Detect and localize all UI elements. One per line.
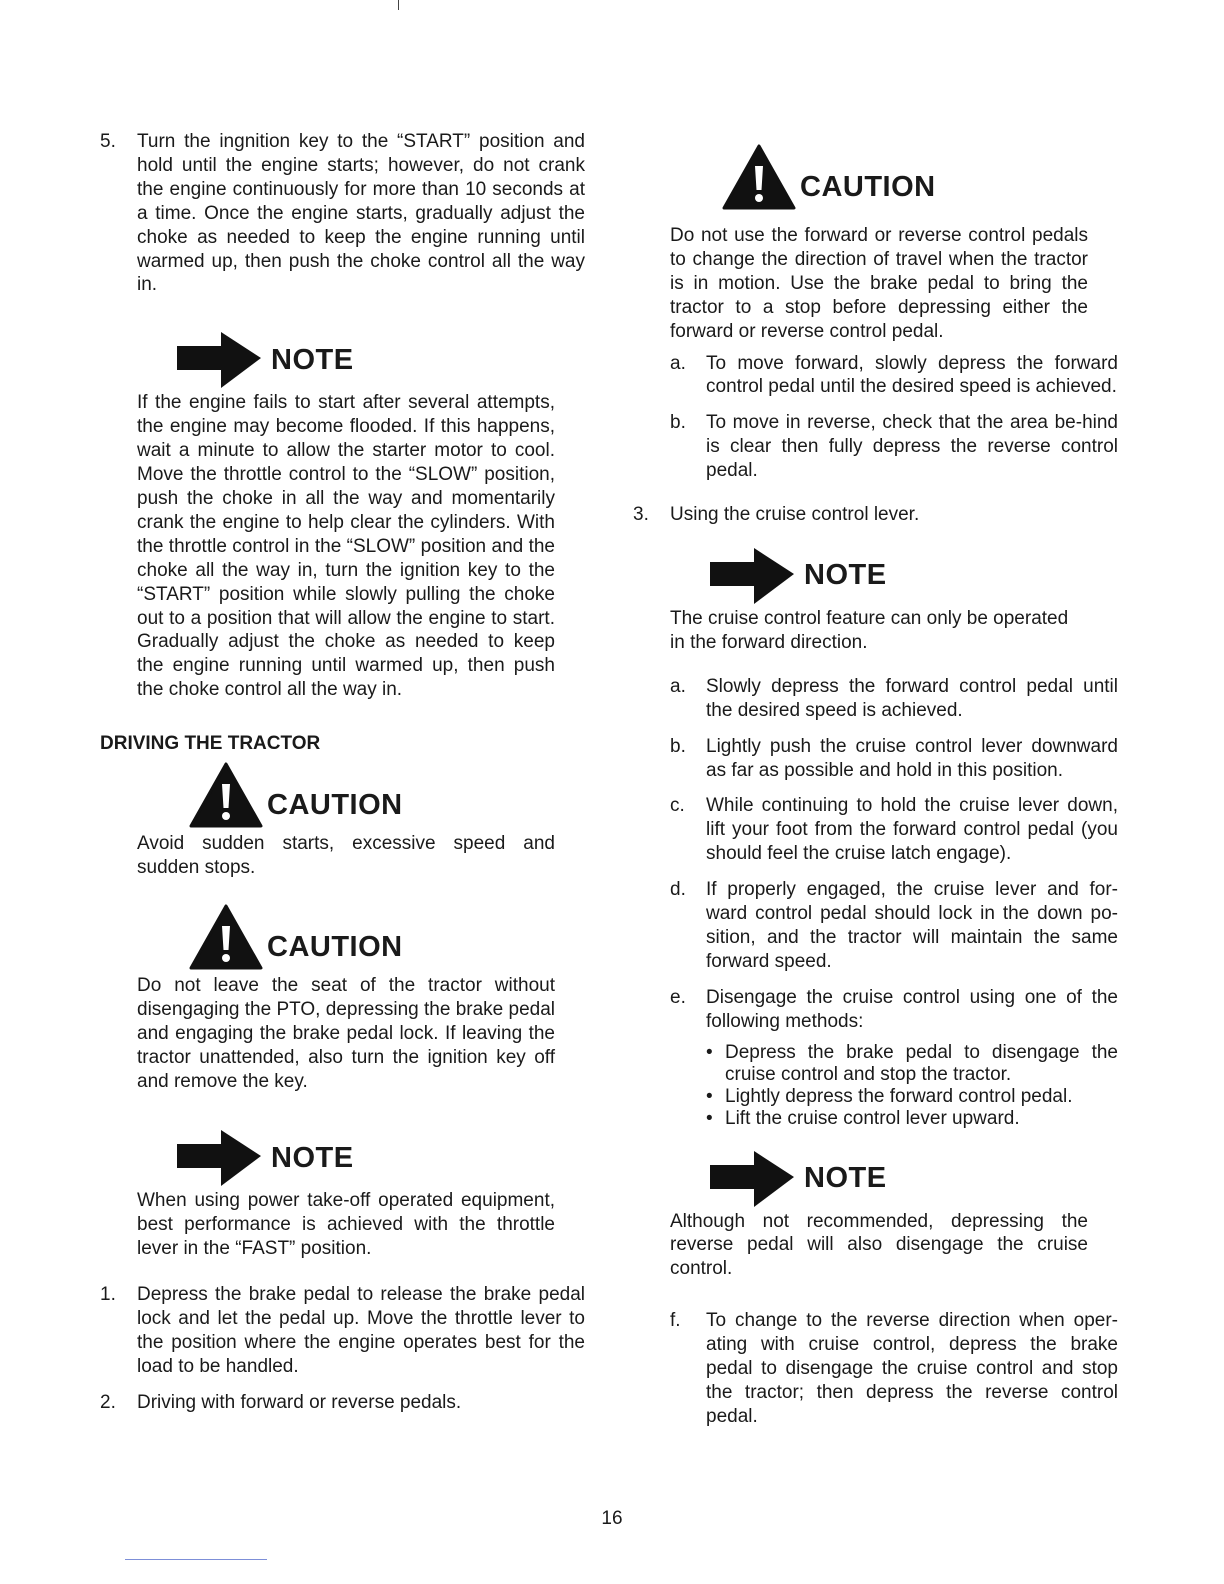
note-label: NOTE	[804, 1162, 887, 1195]
list-text: Lightly push the cruise control lever downward as far as possible and hold in this position.	[706, 735, 1118, 781]
list-item	[670, 986, 1118, 1034]
note-label: NOTE	[804, 559, 887, 592]
bullet-item	[706, 1086, 1118, 1108]
left-column	[100, 130, 585, 1415]
note-arrow-icon	[710, 1151, 794, 1207]
list-marker: b.	[670, 412, 686, 434]
note-header	[177, 331, 585, 389]
list-marker: a.	[670, 352, 686, 374]
scan-mark	[398, 0, 399, 10]
bullet-list	[633, 1042, 1118, 1130]
list-text: To move forward, slowly depress the forward control pedal until the desired speed is achieved.	[706, 352, 1118, 398]
note-block	[670, 547, 1118, 655]
note-text: Although not recommended, depressing the reverse pedal will also disengage the cruise control.	[670, 1210, 1088, 1280]
list-item	[670, 794, 1118, 866]
list-text: Slowly depress the forward control pedal until the desired speed is achieved.	[706, 675, 1118, 721]
cruise-steps-list	[633, 675, 1118, 1034]
note-arrow-icon	[177, 332, 261, 388]
list-item	[670, 411, 1118, 483]
note-label: NOTE	[271, 343, 354, 376]
note-text: When using power take-off operated equipment, best performance is achieved with the throttle lever in the “FAST” position.	[137, 1190, 555, 1260]
note-text: The cruise control feature can only be operated in the forward direction.	[670, 607, 1069, 653]
pedal-steps-list	[633, 352, 1118, 484]
bullet-item	[706, 1108, 1118, 1130]
list-item	[670, 1309, 1118, 1429]
note-header	[710, 547, 1118, 605]
list-text: While continuing to hold the cruise lever down, lift your foot from the forward control pedal (you should feel the cruise latch engage).	[706, 795, 1118, 865]
step-marker: 2.	[100, 1391, 116, 1413]
list-marker: b.	[670, 735, 686, 757]
section-heading: DRIVING THE TRACTOR	[100, 733, 321, 755]
caution-text: Avoid sudden starts, excessive speed and sudden stops.	[137, 833, 555, 879]
step-text: Driving with forward or reverse pedals.	[137, 1391, 462, 1413]
step-text: Turn the ingnition key to the “START” position and hold until the engine starts; however, do not crank the engine continuously for more than 10 seconds at a time. Once the engine starts, gradually adjust the choke as needed to keep the engine running until warmed up, then push the choke control all the way in.	[137, 131, 585, 296]
step-marker: 1.	[100, 1284, 116, 1306]
bullet-text: Lightly depress the forward control pedal.	[725, 1085, 1073, 1107]
bottom-rule	[125, 1559, 267, 1560]
list-text: To change to the reverse direction when oper-ating with cruise control, depress the brake pedal to disengage the cruise control and stop the tractor; then depress the reverse control pedal.	[706, 1310, 1118, 1427]
list-marker: c.	[670, 795, 685, 817]
step-marker: 3.	[633, 504, 649, 526]
caution-block	[137, 906, 585, 1094]
caution-header	[722, 146, 1118, 210]
caution-text: Do not leave the seat of the tractor without disengaging the PTO, depressing the brake pedal and engaging the brake pedal lock. If leaving the tractor unattended, also turn the ignition key off and remove the key.	[137, 974, 555, 1092]
caution-label: CAUTION	[267, 789, 403, 822]
note-text: If the engine fails to start after several attempts, the engine may become flooded. If this happens, wait a minute to allow the starter motor to cool. Move the throttle control to the “SLOW” position, push the choke in all the way and momentarily crank the engine to help clear the cylinders. With the throttle control in the “SLOW” position and the choke all the way in, turn the ignition key to the “START” position while slowly pulling the choke out to a position that will allow the engine to start. Gradually adjust the choke as needed to keep the engine running until warmed up, then push the choke control all the way in.	[137, 392, 555, 701]
page-number: 16	[601, 1508, 623, 1529]
bullet-item	[706, 1042, 1118, 1086]
bullet-text: Depress the brake pedal to disengage the cruise control and stop the tractor.	[725, 1041, 1118, 1085]
warning-triangle-icon	[722, 144, 796, 210]
caution-header	[189, 764, 585, 828]
list-item	[670, 352, 1118, 400]
bullet-text: Lift the cruise control lever upward.	[725, 1107, 1020, 1129]
step-5	[100, 130, 585, 297]
step-3	[633, 503, 1118, 527]
step-text: Using the cruise control lever.	[670, 504, 920, 526]
list-item	[670, 878, 1118, 974]
right-column	[633, 130, 1118, 1429]
caution-block	[670, 146, 1118, 344]
note-label: NOTE	[271, 1141, 354, 1174]
step-marker: 5.	[100, 131, 116, 152]
caution-text: Do not use the forward or reverse control pedals to change the direction of travel when the tractor is in motion. Use the brake pedal to bring the tractor to a stop before depressing either the forward or reverse control pedal.	[670, 225, 1088, 342]
list-marker: d.	[670, 879, 686, 901]
note-header	[710, 1150, 1118, 1208]
note-block	[670, 1150, 1118, 1282]
list-item	[670, 735, 1118, 783]
bullet-dot: •	[706, 1107, 713, 1129]
list-text: If properly engaged, the cruise lever and for-ward control pedal should lock in the down po-sition, and the tractor will maintain the same forward speed.	[706, 879, 1118, 972]
warning-triangle-icon	[189, 762, 263, 828]
list-marker: f.	[670, 1310, 681, 1332]
step-text: Depress the brake pedal to release the brake pedal lock and let the pedal up. Move the throttle lever to the position where the engine operates best for the load to be handled.	[137, 1284, 585, 1377]
note-header	[177, 1129, 585, 1187]
bullet-dot: •	[706, 1041, 713, 1063]
caution-block	[137, 764, 585, 880]
list-marker: a.	[670, 675, 686, 697]
list-text: Disengage the cruise control using one of the following methods:	[706, 986, 1118, 1032]
bullet-dot: •	[706, 1085, 713, 1107]
note-block	[137, 331, 585, 702]
step-1	[100, 1283, 585, 1379]
list-text: To move in reverse, check that the area be-hind is clear then fully depress the reverse control pedal.	[706, 412, 1118, 482]
caution-header	[189, 906, 585, 970]
caution-label: CAUTION	[267, 930, 403, 963]
list-item	[670, 675, 1118, 723]
warning-triangle-icon	[189, 904, 263, 970]
list-marker: e.	[670, 986, 686, 1008]
step-2	[100, 1391, 585, 1415]
caution-label: CAUTION	[800, 171, 936, 203]
note-block	[137, 1129, 585, 1261]
note-arrow-icon	[177, 1130, 261, 1186]
note-arrow-icon	[710, 548, 794, 604]
